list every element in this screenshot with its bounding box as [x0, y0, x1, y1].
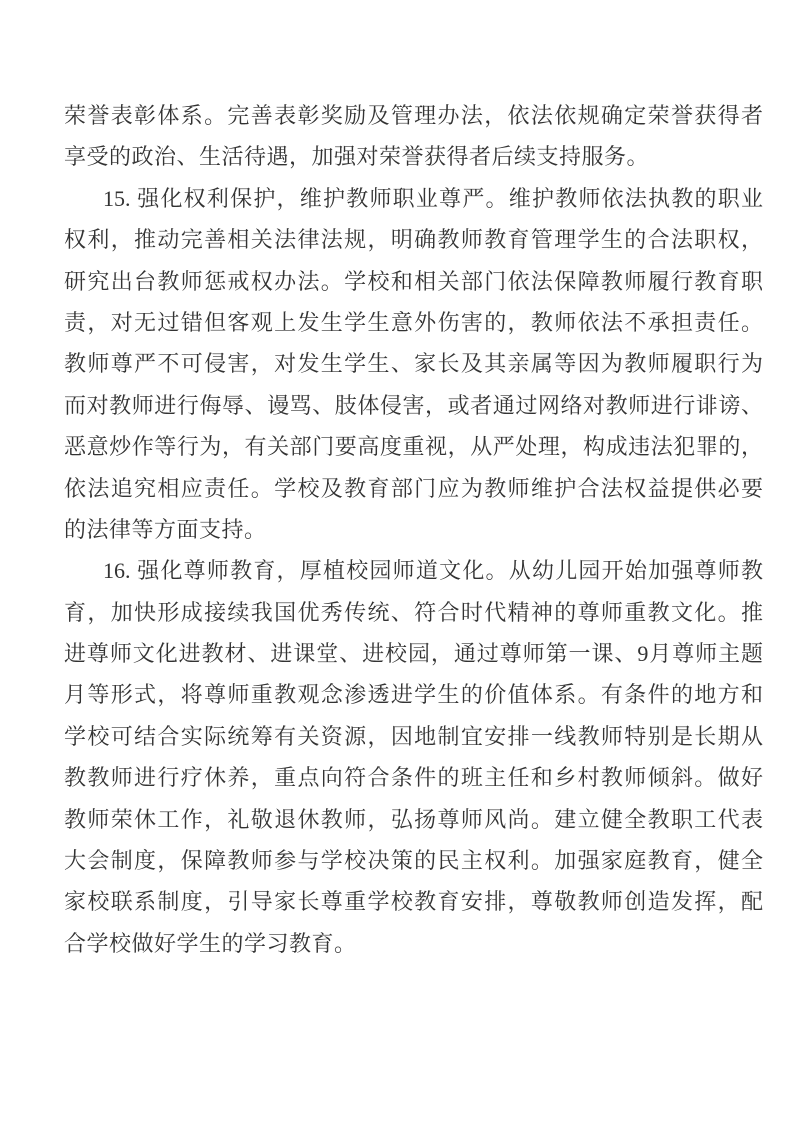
text-line: 依法追究相应责任。学校及教育部门应为教师维护合法权益提供必要 — [64, 475, 763, 501]
text-line-item-15-start: 15. 强化权利保护，维护教师职业尊严。维护教师依法执教的职业 — [103, 185, 763, 211]
text-line: 大会制度，保障教师参与学校决策的民主权利。加强家庭教育，健全 — [64, 848, 763, 874]
text-line: 恶意炒作等行为，有关部门要高度重视，从严处理，构成违法犯罪的， — [64, 434, 763, 460]
text-line: 教教师进行疗休养，重点向符合条件的班主任和乡村教师倾斜。做好 — [64, 765, 763, 791]
text-line: 责，对无过错但客观上发生学生意外伤害的，教师依法不承担责任。 — [64, 309, 763, 335]
text-line: 家校联系制度，引导家长尊重学校教育安排，尊敬教师创造发挥，配 — [64, 889, 763, 915]
text-line: 而对教师进行侮辱、谩骂、肢体侵害，或者通过网络对教师进行诽谤、 — [64, 392, 763, 418]
text-line: 学校可结合实际统筹有关资源，因地制宜安排一线教师特别是长期从 — [64, 723, 763, 749]
document-text — [64, 95, 763, 964]
text-line-paragraph-end: 合学校做好学生的学习教育。 — [64, 930, 357, 956]
text-line: 荣誉表彰体系。完善表彰奖励及管理办法，依法依规确定荣誉获得者 — [64, 103, 763, 128]
text-line: 研究出台教师惩戒权办法。学校和相关部门依法保障教师履行教育职 — [64, 268, 763, 294]
text-line: 教师荣休工作，礼敬退休教师，弘扬尊师风尚。建立健全教职工代表 — [64, 806, 763, 832]
text-line: 进尊师文化进教材、进课堂、进校园，通过尊师第一课、9月尊师主题 — [64, 641, 763, 667]
text-line-item-16-start: 16. 强化尊师教育，厚植校园师道文化。从幼儿园开始加强尊师教 — [103, 558, 763, 584]
text-line: 教师尊严不可侵害，对发生学生、家长及其亲属等因为教师履职行为 — [64, 351, 763, 377]
text-line: 育，加快形成接续我国优秀传统、符合时代精神的尊师重教文化。推 — [64, 599, 763, 625]
text-line: 月等形式，将尊师重教观念渗透进学生的价值体系。有条件的地方和 — [64, 682, 763, 708]
text-line-paragraph-end: 的法律等方面支持。 — [64, 516, 267, 542]
text-line-paragraph-end: 享受的政治、生活待遇，加强对荣誉获得者后续支持服务。 — [64, 144, 650, 170]
text-line: 权利，推动完善相关法律法规，明确教师教育管理学生的合法职权， — [64, 227, 763, 253]
